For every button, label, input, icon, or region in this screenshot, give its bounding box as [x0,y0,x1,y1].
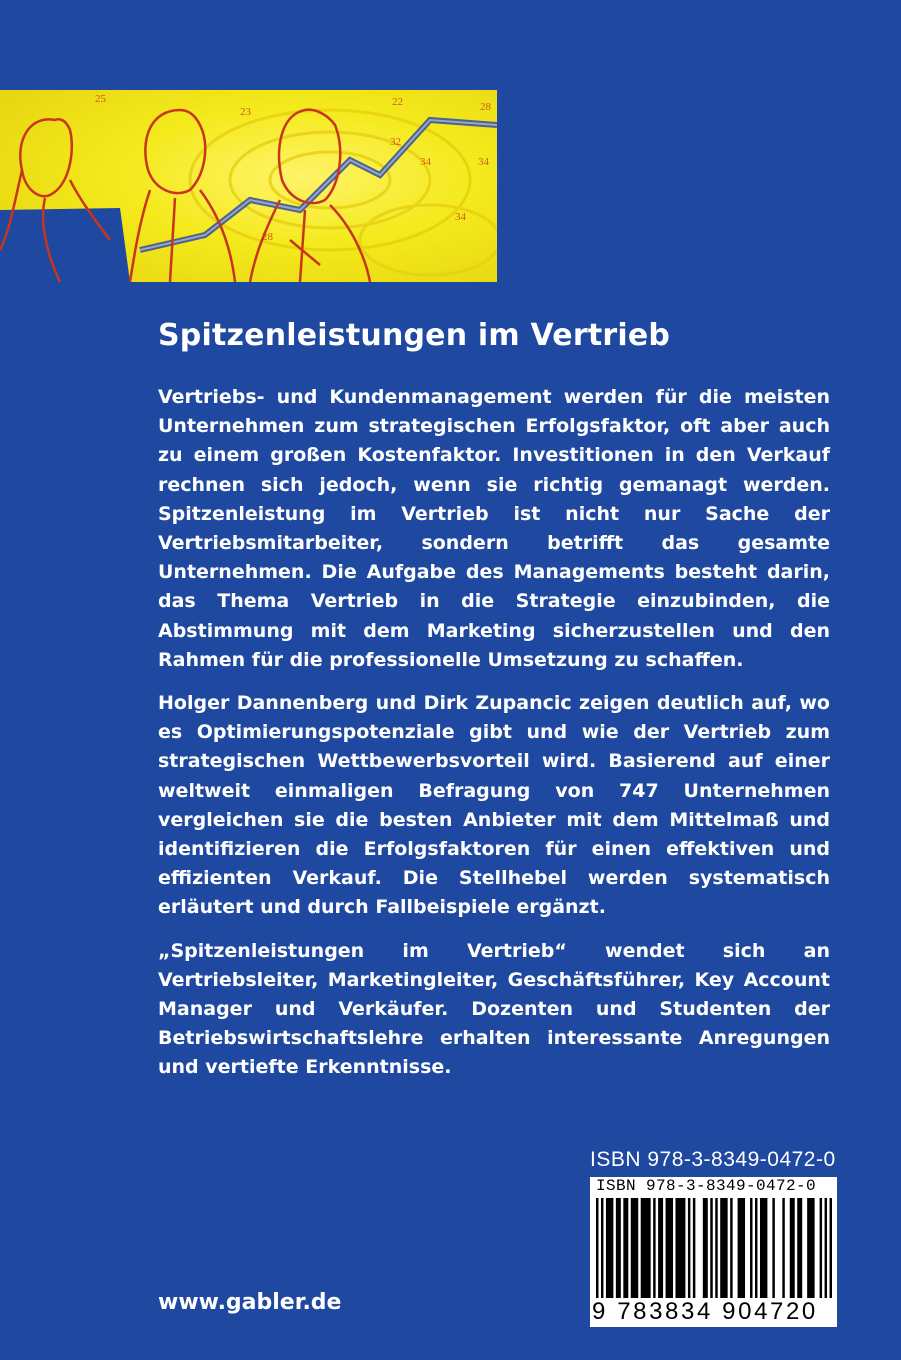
barcode-bar [720,1198,727,1298]
barcode [590,1177,837,1327]
barcode-bar [738,1198,745,1298]
svg-text:34: 34 [420,156,431,168]
barcode-bar [641,1198,651,1298]
svg-text:23: 23 [240,106,251,118]
barcode-bar [755,1198,757,1298]
blurb [158,383,830,1097]
barcode-bar [623,1198,628,1298]
barcode-bar [830,1198,832,1298]
barcode-bars [596,1198,832,1298]
blurb-paragraph-1: Vertriebs- und Kundenmanagement werden für die meisten Unternehmen zum strategischen Erfolgsfaktor, oft aber auch zu einem großen Kostenfaktor. Investitionen in den Verkauf rechnen sich jedoch, wenn sie richtig gemanagt werden. Spitzenleistung im Vertrieb ist nicht nur Sache der Vertriebsmitarbeiter, sondern betrifft das gesamte Unternehmen. Die Aufgabe des Managements besteht darin, das Thema Vertrieb in die Strategie einzubinden, die Abstimmung mit dem Marketing sicherzustellen und den Rahmen für die professionelle Umsetzung zu schaffen. [158,386,830,671]
barcode-bar [807,1198,814,1298]
barcode-bar [820,1198,822,1298]
barcode-bar [666,1198,673,1298]
barcode-bar [750,1198,752,1298]
barcode-bar [596,1198,598,1298]
barcode-bar [616,1198,621,1298]
svg-text:28: 28 [262,231,273,243]
book-title: Spitzenleistungen im Vertrieb [158,318,671,353]
barcode-bar [631,1198,638,1298]
barcode-bar [606,1198,613,1298]
barcode-bar [825,1198,827,1298]
barcode-bar [760,1198,767,1298]
blurb-paragraph-2: Holger Dannenberg und Dirk Zupancic zeigen deutlich auf, wo es Optimierungspotenziale gibt und wie der Vertrieb zum strategischen Wettbewerbsvorteil wird. Basierend auf einer weltweit einmaligen Befragung von 747 Unternehmen vergleichen sie die besten Anbieter mit dem Mittelmaß und identifizieren die Erfolgsfaktoren für einen effektiven und effizienten Verkauf. Die Stellhebel werden systematisch erläutert und durch Fallbeispiele ergänzt. [158,692,830,919]
barcode-bar [797,1198,802,1298]
publisher-url: www.gabler.de [158,1290,342,1315]
barcode-bar [653,1198,655,1298]
barcode-bar [601,1198,603,1298]
blurb-paragraph-3: „Spitzenleistungen im Vertrieb“ wendet sich an Vertriebsleiter, Marketingleiter, Geschäftsführer, Key Account Manager und Verkäufer. Dozenten und Studenten der Betriebswirtschaftslehre erhalten interessante Anregungen und vertiefte Erkenntnisse. [158,939,830,1079]
svg-text:34: 34 [478,156,489,168]
cover-illustration [0,90,497,282]
barcode-bar [675,1198,685,1298]
barcode-bar [703,1198,708,1298]
barcode-bar [658,1198,663,1298]
isbn-label: ISBN 978-3-8349-0472-0 [590,1148,836,1171]
svg-text:34: 34 [455,211,466,223]
barcode-bar [710,1198,712,1298]
svg-text:22: 22 [392,96,403,108]
barcode-bar [730,1198,732,1298]
svg-text:32: 32 [390,136,401,148]
barcode-bar [693,1198,695,1298]
svg-text:25: 25 [95,93,106,105]
barcode-bar [790,1198,795,1298]
svg-text:28: 28 [480,101,491,113]
barcode-isbn: ISBN 978-3-8349-0472-0 [596,1177,817,1195]
barcode-bar [772,1198,774,1298]
barcode-bar [782,1198,784,1298]
barcode-bar [688,1198,690,1298]
barcode-digits: 9 783834 904720 [592,1298,818,1325]
barcode-bar [715,1198,717,1298]
